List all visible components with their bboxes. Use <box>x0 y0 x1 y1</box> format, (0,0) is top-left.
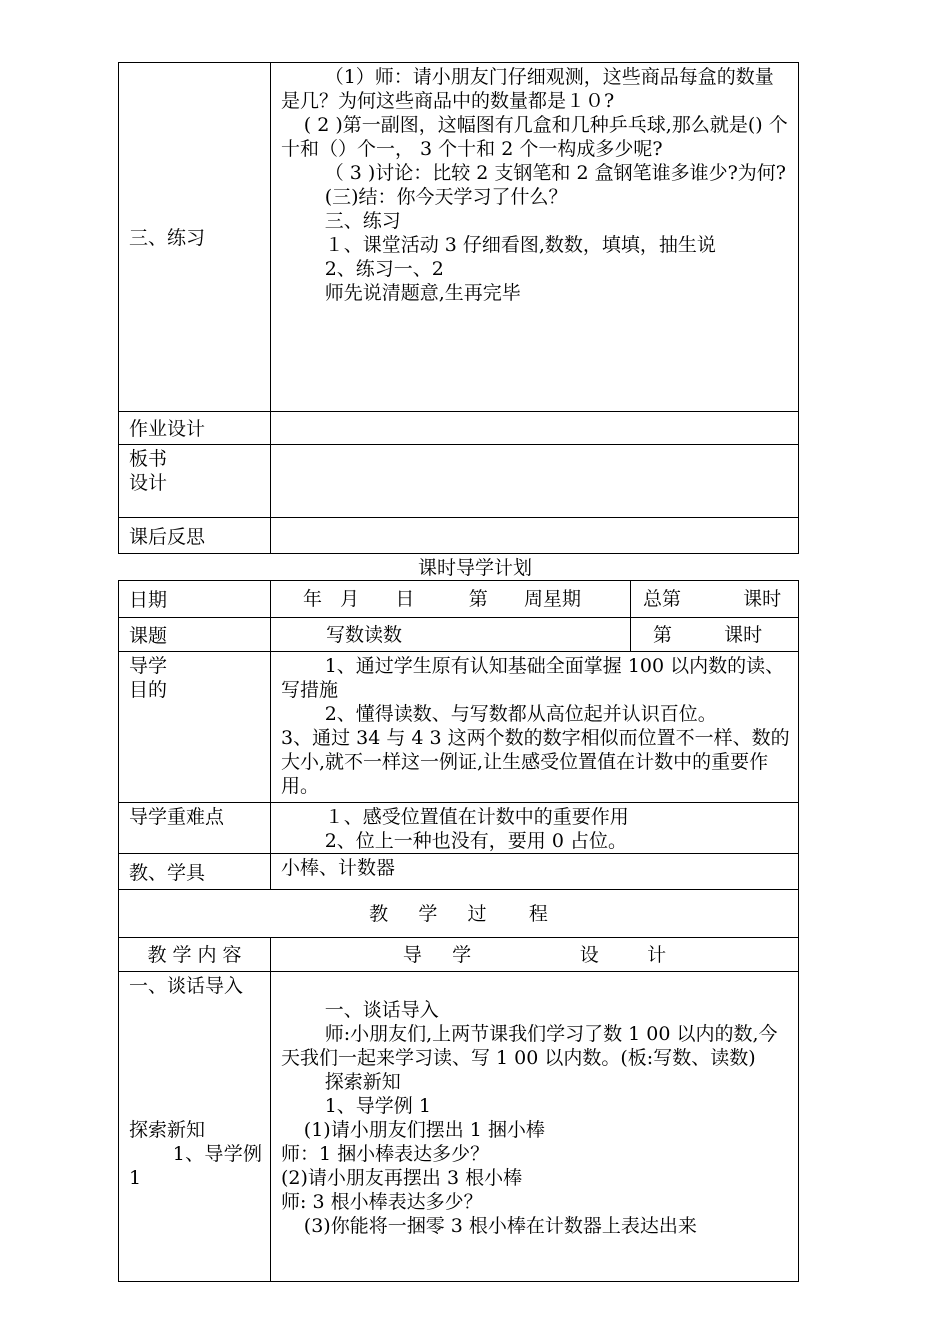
goal-line: 2、懂得读数、与写数都从高位起并认识百位。 <box>324 703 717 725</box>
date-row <box>119 581 799 618</box>
practice-content <box>271 63 799 412</box>
key-line: １、感受位置值在计数中的重要作用 <box>324 806 629 828</box>
tools-row <box>119 854 799 890</box>
practice-line: 三、练习 <box>324 210 401 232</box>
practice-line: （1）师：请小朋友门仔细观测，这些商品每盒的数量是几？为何这些商品中的数量都是１０? <box>281 66 774 112</box>
reflection-content <box>271 518 799 554</box>
board-label <box>119 445 271 518</box>
practice-line: １、课堂活动 3 仔细看图,数数，填填，抽生说 <box>324 234 716 256</box>
key-row <box>119 803 799 854</box>
lesson-label: 第 <box>653 623 673 646</box>
design-line: (3)你能将一捆零 3 根小棒在计数器上表达出来 <box>303 1215 697 1237</box>
tools-value: 小棒、计数器 <box>271 854 799 890</box>
design-line: (1)请小朋友们摆出 1 捆小棒 <box>303 1119 545 1141</box>
date-value: 年 月 日 第 周星期 <box>271 581 631 618</box>
process-design <box>271 972 799 1282</box>
goal-line: 1、通过学生原有认知基础全面掌握 100 以内数的读、写措施 <box>281 655 785 701</box>
intro-label: 一、谈话导入 <box>129 975 244 997</box>
total-label: 总第 <box>643 588 682 610</box>
key-line: 2、位上一种也没有，要用 0 占位。 <box>324 830 627 852</box>
goal-row <box>119 652 799 803</box>
practice-label <box>119 63 271 412</box>
practice-row <box>119 63 799 412</box>
goal-label-line: 目的 <box>129 679 168 701</box>
goal-label <box>119 652 271 803</box>
reflection-row <box>119 518 799 554</box>
topic-row <box>119 618 799 652</box>
process-heading: 教 学 过 程 <box>119 890 799 938</box>
total-lessons <box>631 581 799 618</box>
explore-label: 探索新知 <box>129 1119 206 1141</box>
practice-line: 师先说清题意,生再完毕 <box>324 282 521 304</box>
lesson-plan-table <box>118 580 799 1282</box>
design-line: 1、导学例 1 <box>324 1095 431 1117</box>
goal-content <box>271 652 799 803</box>
key-label: 导学重难点 <box>119 803 271 854</box>
goal-label-line: 导学 <box>129 655 168 677</box>
column-header-row <box>119 938 799 972</box>
practice-line: ( 2 )第一副图，这幅图有几盒和几种乒乓球,那么就是() 个十和（）个一， 3 个十和 2 个一构成多少呢? <box>281 114 788 160</box>
design-line: 师:小朋友们,上两节课我们学习了数 1 00 以内的数,今天我们一起来学习读、写 1 00 以内数。(板:写数、读数) <box>281 1023 778 1069</box>
lesson-unit: 课时 <box>724 623 763 646</box>
topic-label: 课题 <box>119 618 271 652</box>
upper-table <box>118 62 799 554</box>
section-title: 课时导学计划 <box>417 557 532 579</box>
design-header: 导 学 设 计 <box>271 938 799 972</box>
process-heading-row <box>119 890 799 938</box>
board-label-line: 板书 <box>129 448 168 470</box>
homework-label: 作业设计 <box>119 412 271 445</box>
homework-row <box>119 412 799 445</box>
homework-content <box>271 412 799 445</box>
process-left <box>119 972 271 1282</box>
practice-line: （ 3 )讨论：比较 2 支钢笔和 2 盒钢笔谁多谁少?为何? <box>324 162 786 184</box>
practice-line: 2、练习一、2 <box>324 258 444 280</box>
practice-label-text: 三、练习 <box>129 227 206 249</box>
goal-line: 3、通过 34 与 4 3 这两个数的数字相似而位置不一样、数的大小,就不一样这一例证,让生感受位置值在计数中的重要作用。 <box>281 727 790 797</box>
design-line: (2)请小朋友再摆出 3 根小棒 <box>281 1167 523 1189</box>
board-content <box>271 445 799 518</box>
board-row <box>119 445 799 518</box>
date-label: 日期 <box>119 581 271 618</box>
lesson-number <box>631 618 799 652</box>
board-label-line: 设计 <box>129 472 168 494</box>
design-line: 师：1 捆小棒表达多少？ <box>281 1143 490 1165</box>
key-content <box>271 803 799 854</box>
tools-label: 教、学具 <box>119 854 271 890</box>
process-row <box>119 972 799 1282</box>
reflection-label: 课后反思 <box>119 518 271 554</box>
practice-line: (三)结：你今天学习了什么？ <box>324 186 568 208</box>
design-line: 一、谈话导入 <box>324 999 439 1021</box>
topic-value: 写数读数 <box>271 618 631 652</box>
content-header: 教 学 内 容 <box>119 938 271 972</box>
total-unit: 课时 <box>743 588 782 610</box>
design-line: 师: 3 根小棒表达多少？ <box>281 1191 483 1213</box>
guide-label: 1、导学例 1 <box>129 1143 262 1189</box>
design-line: 探索新知 <box>324 1071 401 1093</box>
